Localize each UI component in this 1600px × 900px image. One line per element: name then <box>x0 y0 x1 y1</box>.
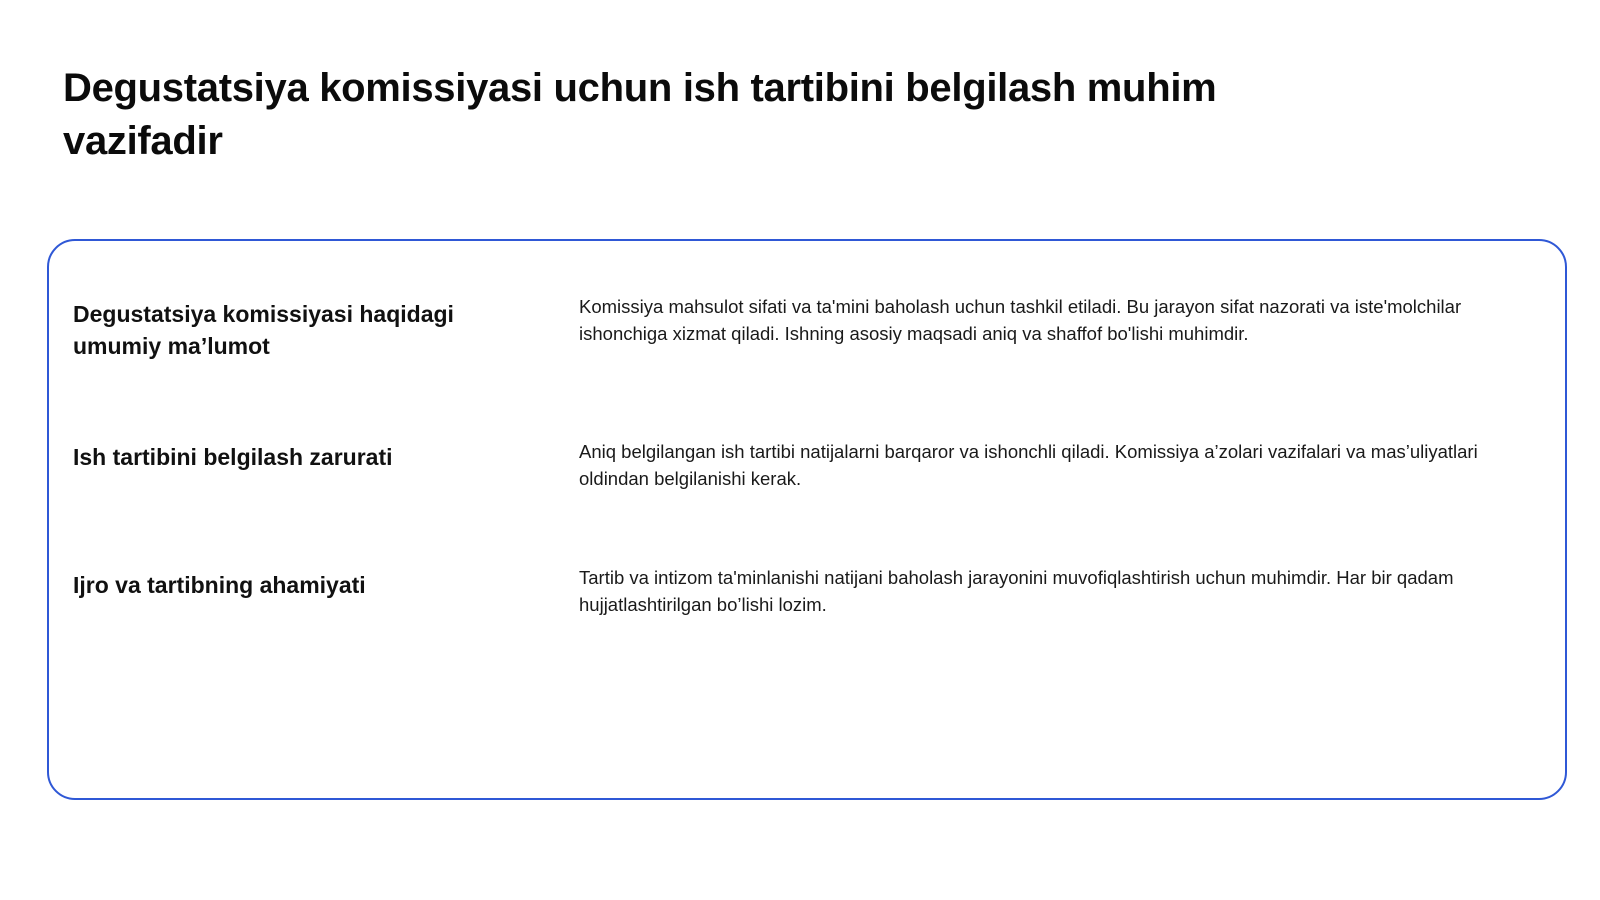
content-card <box>47 239 1567 800</box>
row-description: Komissiya mahsulot sifati va ta'mini baholash uchun tashkil etiladi. Bu jarayon sifat nazorati va iste'molchilar ishonchiga xizmat qiladi. Ishning asosiy maqsadi aniq va shaffof bo'lishi muhimdir. <box>579 296 1462 344</box>
slide-title: Degustatsiya komissiyasi uchun ish tartibini belgilash muhim vazifadir <box>63 66 1217 163</box>
row-description: Tartib va intizom ta'minlanishi natijani baholash jarayonini muvofiqlashtirish uchun muhimdir. Har bir qadam hujjatlashtirilgan bo’lishi lozim. <box>579 567 1454 615</box>
row-heading: Ijro va tartibning ahamiyati <box>73 572 366 598</box>
row-heading: Ish tartibini belgilash zarurati <box>73 444 393 470</box>
row-description: Aniq belgilangan ish tartibi natijalarni barqaror va ishonchli qiladi. Komissiya a’zolari vazifalari va mas’uliyatlari oldindan belgilanishi kerak. <box>579 441 1478 489</box>
row-heading: Degustatsiya komissiyasi haqidagi umumiy ma’lumot <box>73 301 454 359</box>
